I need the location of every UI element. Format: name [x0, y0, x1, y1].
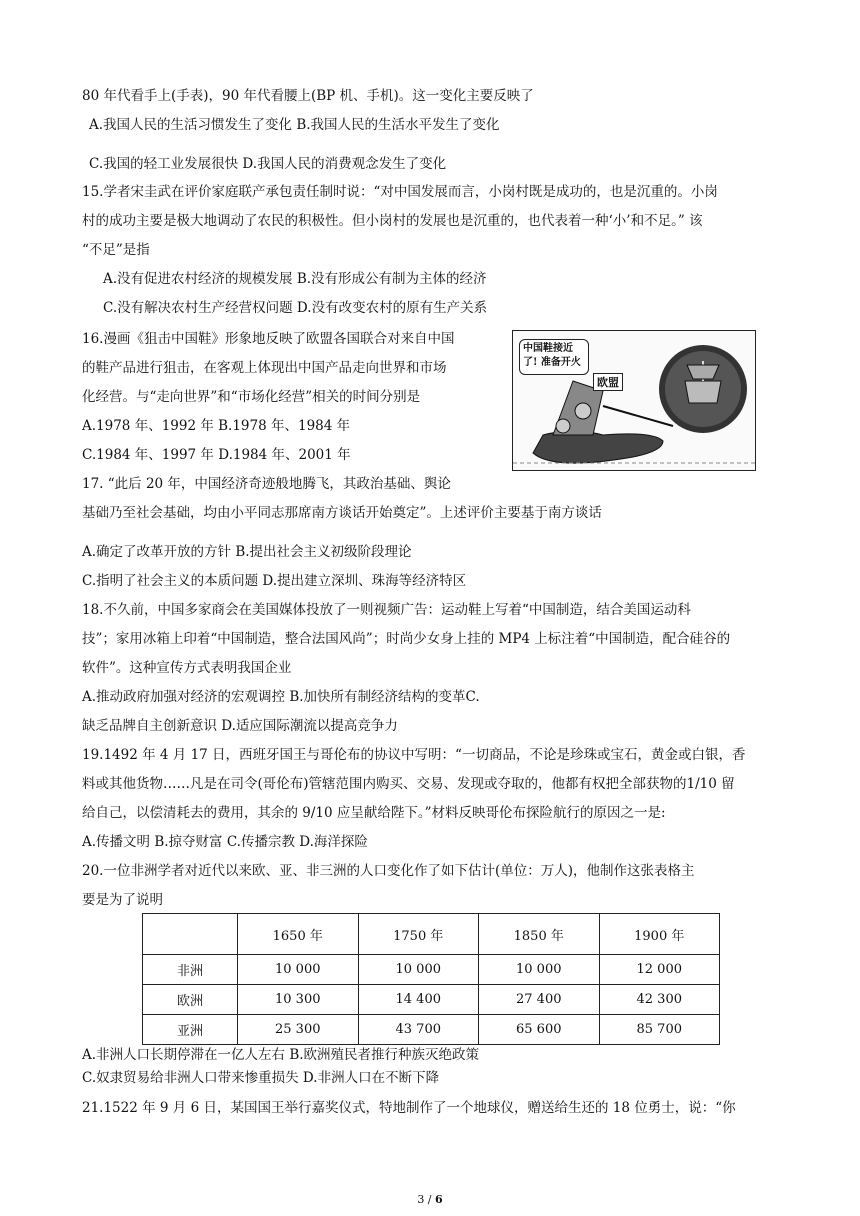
table-header-row — [143, 914, 720, 955]
q18-stem-1: 18.不久前，中国多家商会在美国媒体投放了一则视频广告：运动鞋上写着“中国制造，结合美国运动科 — [82, 602, 691, 618]
q17-stem-1: 17. “此后 20 年，中国经济奇迹般地腾飞，其政治基础、舆论 — [82, 476, 451, 492]
table-cell: 65 600 — [479, 1015, 600, 1045]
q20-stem-1: 20.一位非洲学者对近代以来欧、亚、非三洲的人口变化作了如下估计(单位：万人)，他制作这张表格主 — [82, 863, 695, 879]
table-cell: 欧洲 — [143, 985, 238, 1015]
table-cell: 85 700 — [599, 1015, 720, 1045]
q16-stem-2: 的鞋产品进行狙击，在客观上体现出中国产品走向世界和市场 — [82, 360, 447, 376]
q15-stem-1: 15.学者宋圭武在评价家庭联产承包责任制时说：“对中国发展而言，小岗村既是成功的，也是沉重的。小岗 — [82, 184, 718, 200]
q15-options-ab: A.没有促进农村经济的规模发展 B.没有形成公有制为主体的经济 — [103, 271, 487, 287]
q17-stem-2: 基础乃至社会基础，均由小平同志那席南方谈话开始奠定”。上述评价主要基于南方谈话 — [82, 505, 602, 521]
q14-stem: 80 年代看手上(手表)，90 年代看腰上(BP 机、手机)。这一变化主要反映了 — [82, 88, 534, 104]
q15-options-cd: C.没有解决农村生产经营权问题 D.没有改变农村的原有生产关系 — [103, 300, 488, 316]
table-cell: 27 400 — [479, 985, 600, 1015]
q19-stem-1: 19.1492 年 4 月 17 日，西班牙国王与哥伦布的协议中写明：“一切商品，不论是珍珠或宝石，黄金或白银，香 — [82, 747, 746, 763]
table-cell: 25 300 — [238, 1015, 359, 1045]
q20-options-cd: C.奴隶贸易给非洲人口带来惨重损失 D.非洲人口在不断下降 — [82, 1070, 440, 1086]
table-cell: 非洲 — [143, 955, 238, 985]
q18-options-2: 缺乏品牌自主创新意识 D.适应国际潮流以提高竞争力 — [82, 718, 398, 734]
table-cell: 12 000 — [599, 955, 720, 985]
page-number — [0, 1193, 860, 1206]
table-row — [143, 1015, 720, 1045]
table-header-cell: 1900 年 — [599, 914, 720, 955]
q17-options-cd: C.指明了社会主义的本质问题 D.提出建立深圳、珠海等经济特区 — [82, 573, 467, 589]
population-table — [142, 913, 720, 1045]
q20-stem-2: 要是为了说明 — [82, 892, 163, 908]
table-row — [143, 955, 720, 985]
table-header-cell: 1850 年 — [479, 914, 600, 955]
cartoon-illustration — [512, 330, 756, 471]
q17-options-ab: A.确定了改革开放的方针 B.提出社会主义初级阶段理论 — [82, 544, 412, 560]
table-row — [143, 985, 720, 1015]
q19-stem-3: 给自己，以偿清耗去的费用，其余的 9/10 应呈献给陛下。”材料反映哥伦布探险航行的原因之一是: — [82, 805, 666, 821]
q20-options-ab: A.非洲人口长期停滞在一亿人左右 B.欧洲殖民者推行种族灭绝政策 — [82, 1047, 480, 1063]
q16-options-cd: C.1984 年、1997 年 D.1984 年、2001 年 — [82, 447, 351, 463]
table-cell: 14 400 — [358, 985, 479, 1015]
bubble-line-1: 中国鞋接近 — [523, 343, 573, 354]
page-current: 3 / — [417, 1193, 432, 1206]
bubble-line-2: 了! 准备开火 — [523, 357, 581, 368]
table-cell: 42 300 — [599, 985, 720, 1015]
q18-stem-3: 软件”。这种宣传方式表明我国企业 — [82, 660, 292, 676]
q18-stem-2: 技”；家用冰箱上印着“中国制造，整合法国风尚”；时尚少女身上挂的 MP4 上标注着“中国制造，配合硅谷的 — [82, 631, 731, 647]
q21-stem-1: 21.1522 年 9 月 6 日，某国国王举行嘉奖仪式，特地制作了一个地球仪，赠送给生还的 18 位勇士，说：“你 — [82, 1100, 736, 1116]
speech-bubble — [519, 339, 589, 375]
q16-options-ab: A.1978 年、1992 年 B.1978 年、1984 年 — [82, 418, 351, 434]
q14-options-ab: A.我国人民的生活习惯发生了变化 B.我国人民的生活水平发生了变化 — [89, 117, 500, 133]
table-cell: 亚洲 — [143, 1015, 238, 1045]
table-cell: 10 000 — [238, 955, 359, 985]
table-header-cell: 1650 年 — [238, 914, 359, 955]
q19-stem-2: 料或其他货物……凡是在司令(哥伦布)管辖范围内购买、交易、发现或夺取的，他都有权把全部获物的1/10 留 — [82, 776, 735, 792]
q14-options-cd: C.我国的轻工业发展很快 D.我国人民的消费观念发生了变化 — [89, 156, 447, 172]
table-cell: 10 300 — [238, 985, 359, 1015]
eu-label: 欧盟 — [593, 373, 623, 391]
table-cell: 10 000 — [479, 955, 600, 985]
q16-stem-3: 化经营。与“走向世界”和“市场化经营”相关的时间分别是 — [82, 389, 421, 405]
table-header-cell: 1750 年 — [358, 914, 479, 955]
table-cell: 43 700 — [358, 1015, 479, 1045]
q16-stem-1: 16.漫画《狙击中国鞋》形象地反映了欧盟各国联合对来自中国 — [82, 331, 455, 347]
page-total: 6 — [435, 1193, 443, 1206]
q15-stem-2: 村的成功主要是极大地调动了农民的积极性。但小岗村的发展也是沉重的，也代表着一种‘小’和不足。” 该 — [82, 213, 703, 229]
table-cell: 10 000 — [358, 955, 479, 985]
q18-options-1: A.推动政府加强对经济的宏观调控 B.加快所有制经济结构的变革C. — [82, 689, 480, 705]
table-header-cell — [143, 914, 238, 955]
q19-options: A.传播文明 B.掠夺财富 C.传播宗教 D.海洋探险 — [82, 834, 368, 850]
q15-stem-3: “不足”是指 — [82, 242, 150, 258]
